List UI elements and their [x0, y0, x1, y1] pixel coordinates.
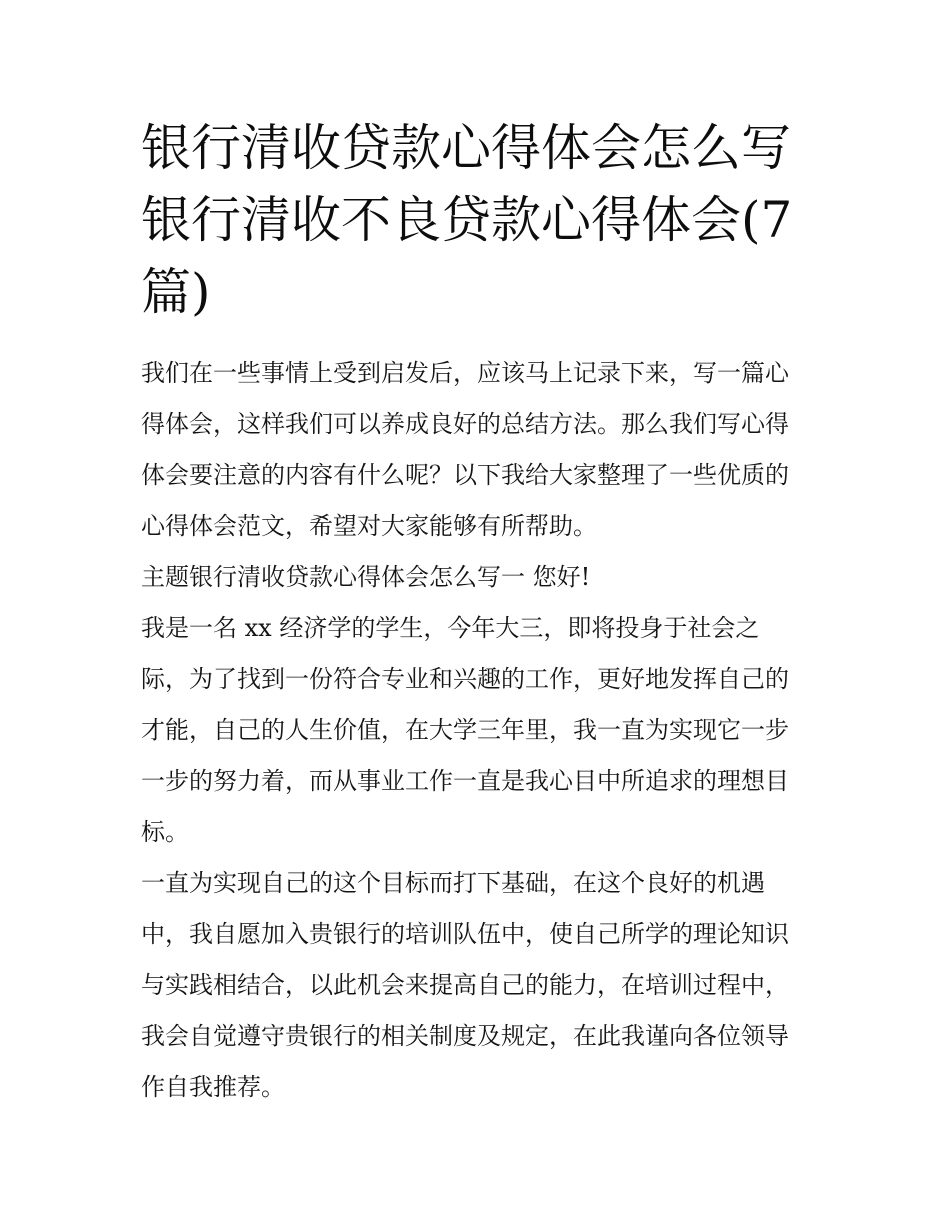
- title-line: 银行清收贷款心得体会怎么写: [141, 119, 791, 177]
- document-body: [141, 348, 813, 1113]
- body-line: 一直为实现自己的这个目标而打下基础，在这个良好的机遇: [141, 869, 765, 897]
- document-content: [141, 112, 813, 1113]
- body-line: 标。: [141, 818, 189, 846]
- body-line: 一步的努力着，而从事业工作一直是我心目中所追求的理想目: [141, 767, 789, 795]
- body-line: 中，我自愿加入贵银行的培训队伍中，使自己所学的理论知识: [141, 920, 789, 948]
- title-line: 银行清收不良贷款心得体会(7: [141, 191, 793, 249]
- body-line: 与实践相结合，以此机会来提高自己的能力，在培训过程中，: [141, 971, 789, 999]
- body-line: 作自我推荐。: [141, 1073, 285, 1101]
- section-heading: 主题银行清收贷款心得体会怎么写一 您好!: [141, 563, 591, 591]
- body-line: 体会要注意的内容有什么呢？以下我给大家整理了一些优质的: [141, 461, 789, 489]
- body-line: 才能，自己的人生价值，在大学三年里，我一直为实现它一步: [141, 716, 789, 744]
- body-line: 我是一名 xx 经济学的学生，今年大三，即将投身于社会之: [141, 614, 760, 642]
- body-line: 际，为了找到一份符合专业和兴趣的工作，更好地发挥自己的: [141, 665, 789, 693]
- document-title: [141, 112, 813, 328]
- title-line: 篇): [141, 263, 211, 321]
- body-line: 得体会，这样我们可以养成良好的总结方法。那么我们写心得: [141, 410, 789, 438]
- body-line: 心得体会范文，希望对大家能够有所帮助。: [141, 512, 597, 540]
- body-line: 我们在一些事情上受到启发后，应该马上记录下来，写一篇心: [141, 359, 789, 387]
- body-line: 我会自觉遵守贵银行的相关制度及规定，在此我谨向各位领导: [141, 1022, 789, 1050]
